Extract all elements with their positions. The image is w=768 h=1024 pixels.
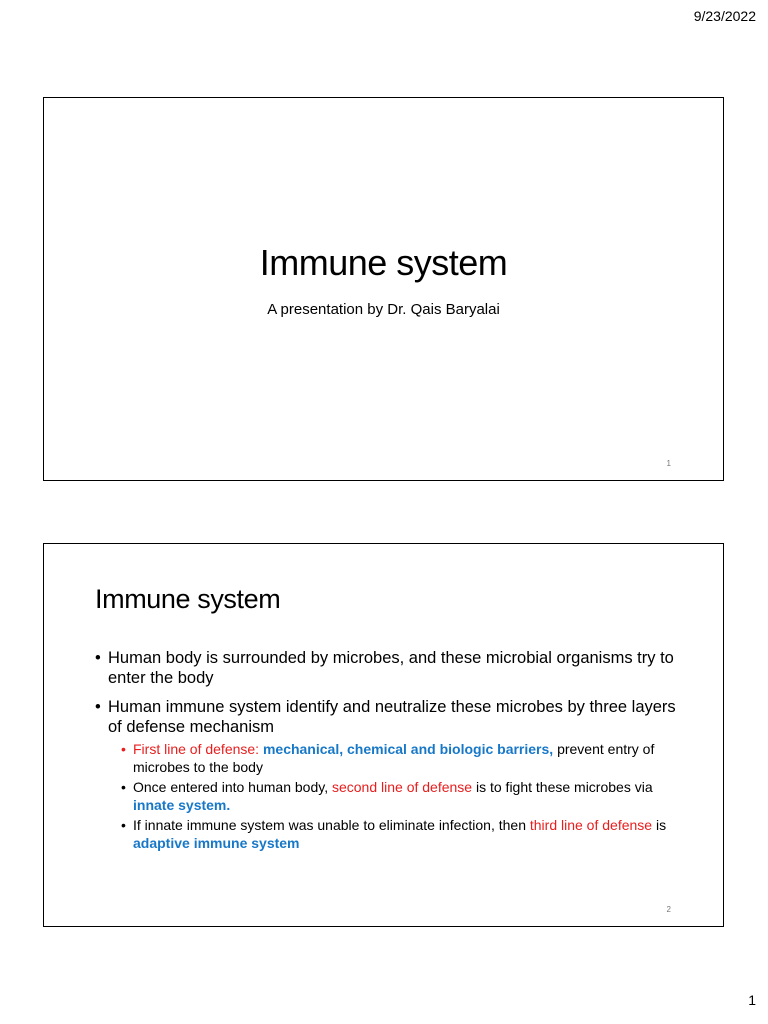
sub-bullet-second-line <box>121 778 683 814</box>
sub-bullet-first-line <box>121 740 683 776</box>
slide-2-number: 2 <box>666 905 671 914</box>
sub-bullet-third-line <box>121 816 683 852</box>
bullet-defense-layers: • Human immune system identify and neutralize these microbes by three layers of defense mechanism <box>95 697 683 737</box>
bullet-microbes: • Human body is surrounded by microbes, and these microbial organisms try to enter the body <box>95 648 683 688</box>
slide-1-subtitle: A presentation by Dr. Qais Baryalai <box>267 301 500 318</box>
slide-2-title: Immune system <box>95 584 281 614</box>
second-line-pre: Once entered into human body, <box>133 779 332 795</box>
third-line-mid: is <box>652 817 667 833</box>
page-date: 9/23/2022 <box>693 8 756 24</box>
third-line-pre: If innate immune system was unable to eliminate infection, then <box>133 817 530 833</box>
adaptive-system-text: adaptive immune system <box>133 835 300 851</box>
first-line-rest: prevent entry of microbes to the body <box>133 741 655 775</box>
page-number: 1 <box>748 992 756 1008</box>
first-line-label: First line of defense: <box>133 741 263 757</box>
slide-1-number: 1 <box>666 459 671 468</box>
second-line-label: second line of defense <box>331 779 473 795</box>
slide-2-content <box>95 648 683 854</box>
slide-1-title: Immune system <box>259 242 508 283</box>
third-line-label: third line of defense <box>529 817 653 833</box>
barriers-text: mechanical, chemical and biologic barriers, <box>262 741 554 757</box>
second-line-mid: is to fight these microbes via <box>472 779 653 795</box>
slide-1 <box>43 97 724 481</box>
innate-system-text: innate system. <box>133 797 231 813</box>
defense-sub-list <box>121 740 683 852</box>
slide-2 <box>43 543 724 927</box>
